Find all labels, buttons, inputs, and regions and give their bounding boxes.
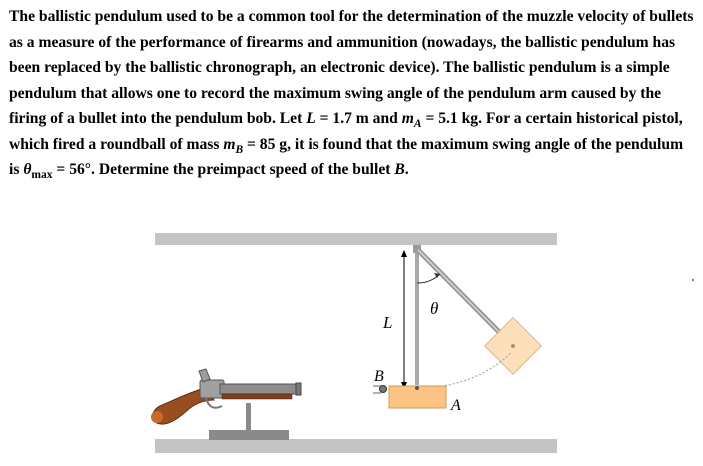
length-label: L	[383, 313, 393, 332]
theta-value: = 56°. Determine the preimpact speed of the bullet	[52, 161, 395, 178]
mass-a-value: = 5.1 kg. For a certain historical pistol, which fired a roundball of mass	[9, 110, 683, 153]
bullet-b-label: B	[374, 368, 384, 385]
bullet-b	[373, 386, 387, 394]
mass-b-subscript: B	[235, 143, 244, 156]
bullet-symbol: B	[394, 161, 405, 178]
pistol-stand-post	[246, 403, 251, 430]
mass-a-subscript: A	[413, 118, 422, 130]
problem-intro: The ballistic pendulum used to be a common tool for the determination of the muzzle velocity of bullets as a measure of the performance of firearms and ammunition (nowadays, the ballistic pendulum has been replaced by the ballistic chronograph, an electronic device). The ballistic pendulum is a simple pendulum that allows one to record the maximum swing angle of the pendulum arm caused by the firing of a bullet into the pendulum bob. Let	[9, 8, 694, 127]
stray-dot	[692, 279, 694, 281]
theta-symbol: θ	[23, 161, 32, 178]
problem-end: .	[404, 161, 409, 178]
theta-subscript: max	[31, 169, 53, 181]
pistol-stand-base	[209, 430, 289, 440]
angle-label: θ	[430, 299, 439, 318]
mass-b-symbol: m	[223, 135, 236, 153]
flintlock-pistol	[151, 369, 301, 424]
pistol-barrel	[220, 384, 298, 394]
mass-a-symbol: m	[401, 110, 414, 127]
mass-b-value: = 85 g, it is found that the maximum swing angle of the pendulum is	[9, 135, 684, 178]
ceiling-bar	[155, 233, 557, 245]
length-value: = 1.7 m and	[315, 110, 402, 127]
bob-a-label: A	[451, 397, 461, 414]
floor-bar	[155, 439, 557, 453]
length-symbol: L	[306, 110, 316, 127]
